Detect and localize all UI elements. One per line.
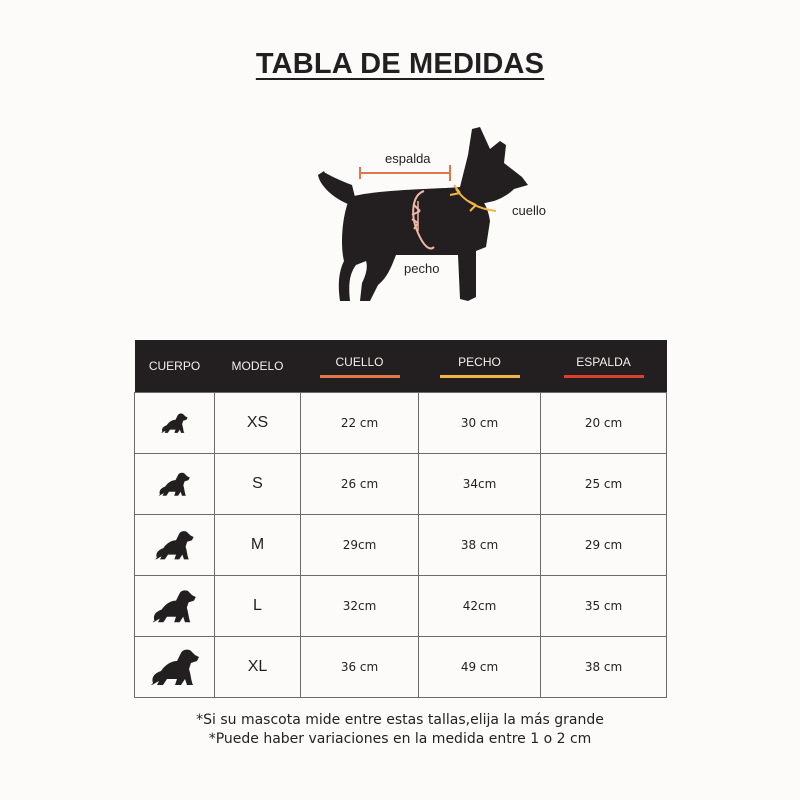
- table-row: [135, 637, 667, 698]
- dog-size-cell: [135, 393, 215, 454]
- neck-value-cell: 32cm: [301, 576, 419, 637]
- header-model: MODELO: [215, 340, 301, 393]
- chest-value-cell: 34cm: [419, 454, 541, 515]
- chest-value-cell: 42cm: [419, 576, 541, 637]
- chest-label: pecho: [404, 261, 440, 276]
- table-row: [135, 393, 667, 454]
- header-body: CUERPO: [135, 340, 215, 393]
- back-value-cell: 35 cm: [541, 576, 667, 637]
- neck-value-cell: 36 cm: [301, 637, 419, 698]
- size-model-cell: XS: [215, 393, 301, 454]
- header-neck: CUELLO: [301, 340, 419, 393]
- size-table: [134, 340, 667, 698]
- small-dog-icon: [159, 412, 190, 434]
- header-back: ESPALDA: [541, 340, 667, 393]
- notes: [0, 711, 800, 749]
- table-row: [135, 576, 667, 637]
- back-value-cell: 20 cm: [541, 393, 667, 454]
- back-label: espalda: [385, 151, 431, 166]
- neck-label: cuello: [512, 203, 546, 218]
- back-value-cell: 29 cm: [541, 515, 667, 576]
- chest-value-cell: 30 cm: [419, 393, 541, 454]
- dog-size-cell: [135, 637, 215, 698]
- chest-value-cell: 49 cm: [419, 637, 541, 698]
- dog-size-cell: [135, 515, 215, 576]
- table-row: [135, 454, 667, 515]
- size-model-cell: L: [215, 576, 301, 637]
- back-color-line: [564, 375, 644, 378]
- chest-color-line: [440, 375, 520, 378]
- dog-size-cell: [135, 576, 215, 637]
- back-value-cell: 25 cm: [541, 454, 667, 515]
- chest-value-cell: 38 cm: [419, 515, 541, 576]
- medium-dog-icon: [152, 529, 197, 561]
- note-line: *Si su mascota mide entre estas tallas,elija la más grande: [196, 712, 604, 728]
- neck-value-cell: 29cm: [301, 515, 419, 576]
- neck-value-cell: 26 cm: [301, 454, 419, 515]
- neck-color-line: [320, 375, 400, 378]
- size-model-cell: XL: [215, 637, 301, 698]
- back-value-cell: 38 cm: [541, 637, 667, 698]
- large-dog-icon: [149, 588, 199, 624]
- header-chest: PECHO: [419, 340, 541, 393]
- page-title: TABLA DE MEDIDAS: [255, 48, 545, 80]
- neck-value-cell: 22 cm: [301, 393, 419, 454]
- large-dog-icon: [147, 647, 203, 687]
- size-model-cell: S: [215, 454, 301, 515]
- table-row: [135, 515, 667, 576]
- small-dog-icon: [156, 471, 192, 497]
- dog-size-cell: [135, 454, 215, 515]
- measurement-diagram: [300, 115, 560, 315]
- table-header-row: [135, 340, 667, 393]
- size-model-cell: M: [215, 515, 301, 576]
- note-line: *Puede haber variaciones en la medida entre 1 o 2 cm: [208, 731, 592, 747]
